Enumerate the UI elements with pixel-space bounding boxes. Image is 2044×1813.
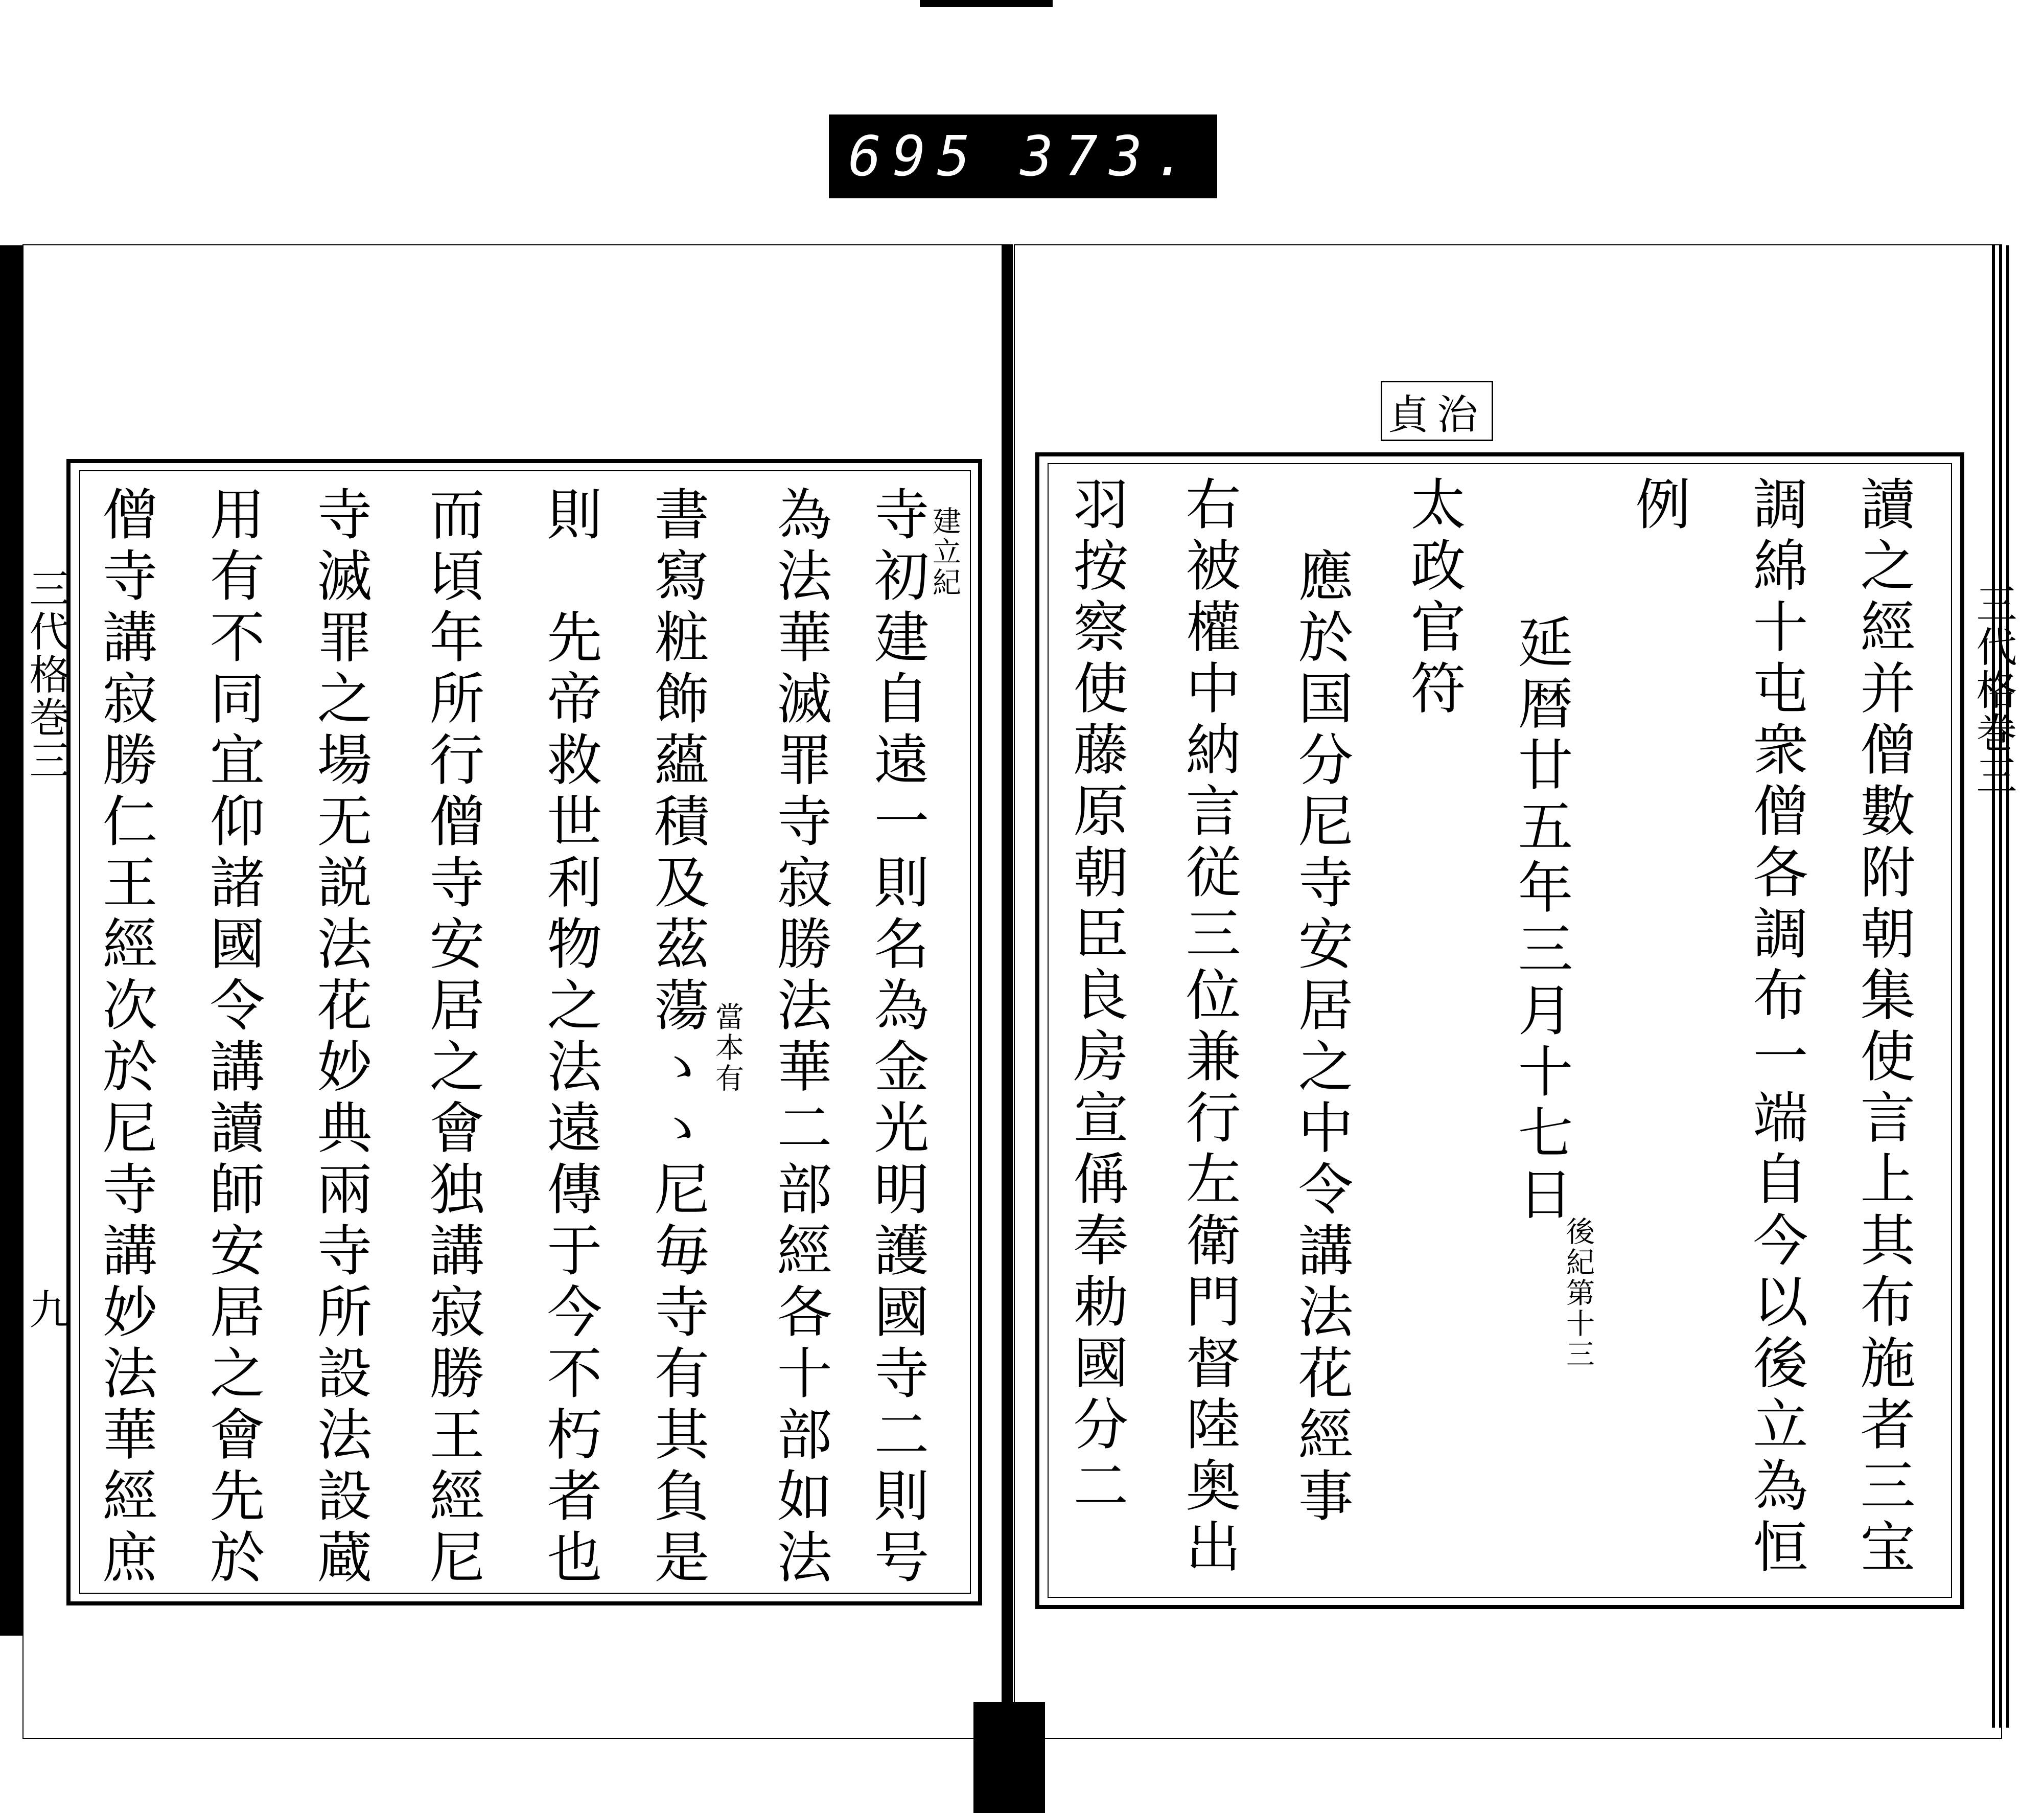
left-column-note: 當本有 bbox=[711, 1002, 744, 1094]
left-column-1: 寺初建自遠一則名為金光明護國寺二則号 bbox=[865, 486, 928, 1590]
film-frame-label bbox=[829, 114, 1217, 198]
right-margin-title: 三代格巻三 bbox=[1969, 583, 2017, 797]
right-column-4: 太政官符 bbox=[1401, 475, 1465, 721]
left-column-5: 而頃年所行僧寺安居之會独講寂勝王經尼 bbox=[420, 486, 484, 1590]
left-column-annotation: 建立紀 bbox=[928, 506, 961, 598]
left-column-3: 書寫粧飾蘊積及茲蕩ゝゝ尼毎寺有其負是 bbox=[645, 486, 709, 1590]
spine-shadow bbox=[973, 1702, 1045, 1813]
book-gutter bbox=[1002, 244, 1013, 1737]
right-column-2: 調綿十屯衆僧各調布一端自今以後立為恒 bbox=[1744, 475, 1807, 1579]
right-column-5: 應於国分尼寺安居之中令講法花經事 bbox=[1289, 547, 1353, 1528]
right-column-3: 例 bbox=[1626, 475, 1690, 537]
film-number-right: 373. bbox=[1020, 124, 1198, 189]
left-column-7: 用有不同宜仰諸國令講讀師安居之會先於 bbox=[200, 486, 264, 1590]
right-column-date: 延暦廿五年三月十七日 bbox=[1508, 613, 1572, 1227]
left-column-6: 寺滅罪之場无説法花妙典兩寺所設法設蔵 bbox=[308, 486, 371, 1590]
left-margin-title: 三代格巻三 bbox=[22, 567, 70, 782]
right-column-7: 羽按察使藤原朝臣良房宣偁奉勅國分二 bbox=[1064, 475, 1128, 1518]
left-column-8: 僧寺講寂勝仁王經次於尼寺講妙法華經庶 bbox=[93, 486, 157, 1590]
right-column-6: 右被權中納言従三位兼行左衛門督陸奥出 bbox=[1176, 475, 1240, 1579]
film-edge-mark bbox=[920, 0, 1053, 7]
title-box: 貞治 bbox=[1381, 381, 1493, 441]
left-column-4: 則 先帝救世利物之法遠傳于今不朽者也 bbox=[538, 486, 601, 1590]
right-book-edge bbox=[1992, 245, 2012, 1728]
left-column-2: 為法華滅罪寺寂勝法華二部經各十部如法 bbox=[768, 486, 831, 1590]
right-column-source: 後紀第十三 bbox=[1562, 1217, 1595, 1370]
right-column-1: 讀之經并僧數附朝集使言上其布施者三宝 bbox=[1851, 475, 1915, 1579]
left-page-number: 九 bbox=[22, 1288, 70, 1331]
film-number-left: 695 bbox=[848, 124, 982, 189]
